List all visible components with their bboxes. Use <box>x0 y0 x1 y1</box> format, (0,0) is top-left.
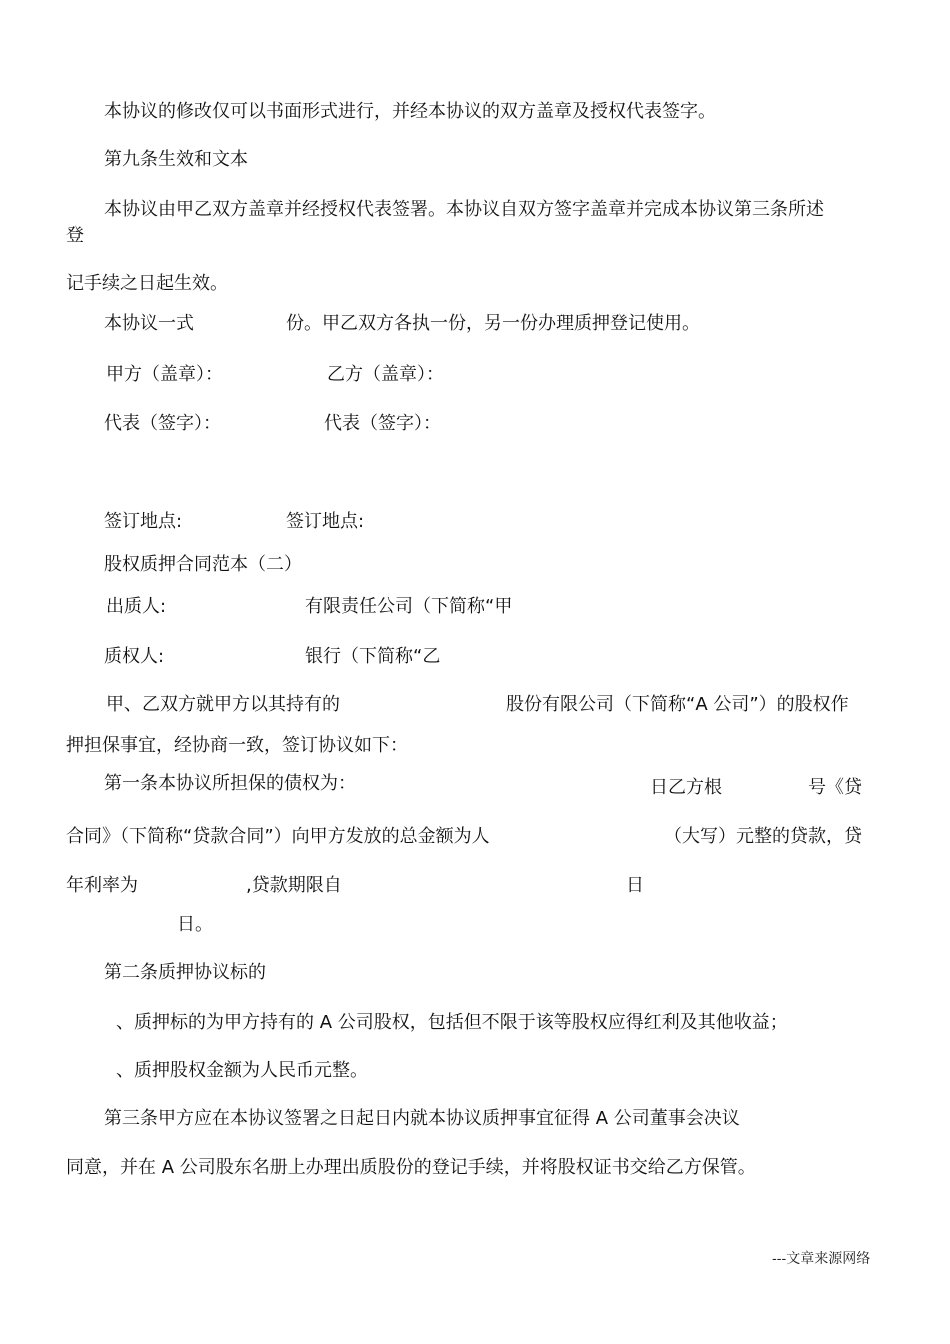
pledgor-value: 有限责任公司（下简称“甲 <box>305 596 513 617</box>
article-2-item-1: 、质押标的为甲方持有的 A 公司股权，包括但不限于该等股权应得红利及其他收益； <box>116 1012 788 1033</box>
signing-place-a: 签订地点: <box>104 511 183 532</box>
paragraph-effect-line-3: 记手续之日起生效。 <box>66 273 228 294</box>
pledgee-label: 质权人: <box>104 646 165 667</box>
intro-line-1b: 股份有限公司（下简称“A 公司”）的股权作 <box>506 694 849 715</box>
signing-place-b: 签订地点: <box>286 511 365 532</box>
paragraph-effect-line-1: 本协议由甲乙双方盖章并经授权代表签署。本协议自双方签字盖章并完成本协议第三条所述 <box>104 199 824 220</box>
article-1-line-2b: （大写）元整的贷款，贷 <box>664 826 862 847</box>
intro-line-1a: 甲、乙双方就甲方以其持有的 <box>106 694 340 715</box>
article-3-line-2: 同意，并在 A 公司股东名册上办理出质股份的登记手续，并将股权证书交给乙方保管。 <box>66 1157 756 1178</box>
party-b-seal: 乙方（盖章）： <box>327 364 444 385</box>
article-1-line-3c: 日 <box>626 875 644 896</box>
party-a-seal: 甲方（盖章）： <box>106 364 223 385</box>
intro-line-2: 押担保事宜，经协商一致，签订协议如下： <box>66 735 408 756</box>
contract-2-title: 股权质押合同范本（二） <box>104 554 302 575</box>
article-2-title: 第二条质押协议标的 <box>104 962 266 983</box>
article-1-line-1b: 日乙方根 <box>650 777 722 798</box>
party-b-representative: 代表（签字）： <box>324 413 441 434</box>
article-1-line-1c: 号《贷 <box>808 777 862 798</box>
article-1-line-3a: 年利率为 <box>66 875 138 896</box>
party-a-representative: 代表（签字）： <box>104 413 221 434</box>
article-1-line-1a: 第一条本协议所担保的债权为： <box>104 773 356 794</box>
article-2-item-2: 、质押股权金额为人民币元整。 <box>116 1060 368 1081</box>
paragraph-amendment: 本协议的修改仅可以书面形式进行，并经本协议的双方盖章及授权代表签字。 <box>104 101 716 122</box>
article-1-line-4: 日。 <box>177 914 213 935</box>
article-1-line-3b: ,贷款期限自 <box>246 875 342 896</box>
copies-text: 份。甲乙双方各执一份，另一份办理质押登记使用。 <box>286 313 700 334</box>
paragraph-effect-line-2: 登 <box>66 225 84 246</box>
copies-label: 本协议一式 <box>104 313 194 334</box>
pledgee-value: 银行（下简称“乙 <box>305 646 441 667</box>
pledgor-label: 出质人: <box>106 596 167 617</box>
article-9-title: 第九条生效和文本 <box>104 149 248 170</box>
article-1-line-2a: 合同》（下简称“贷款合同”）向甲方发放的总金额为人 <box>66 826 490 847</box>
footer-source: ---文章来源网络 <box>772 1251 871 1267</box>
article-3-line-1: 第三条甲方应在本协议签署之日起日内就本协议质押事宜征得 A 公司董事会决议 <box>104 1108 740 1129</box>
